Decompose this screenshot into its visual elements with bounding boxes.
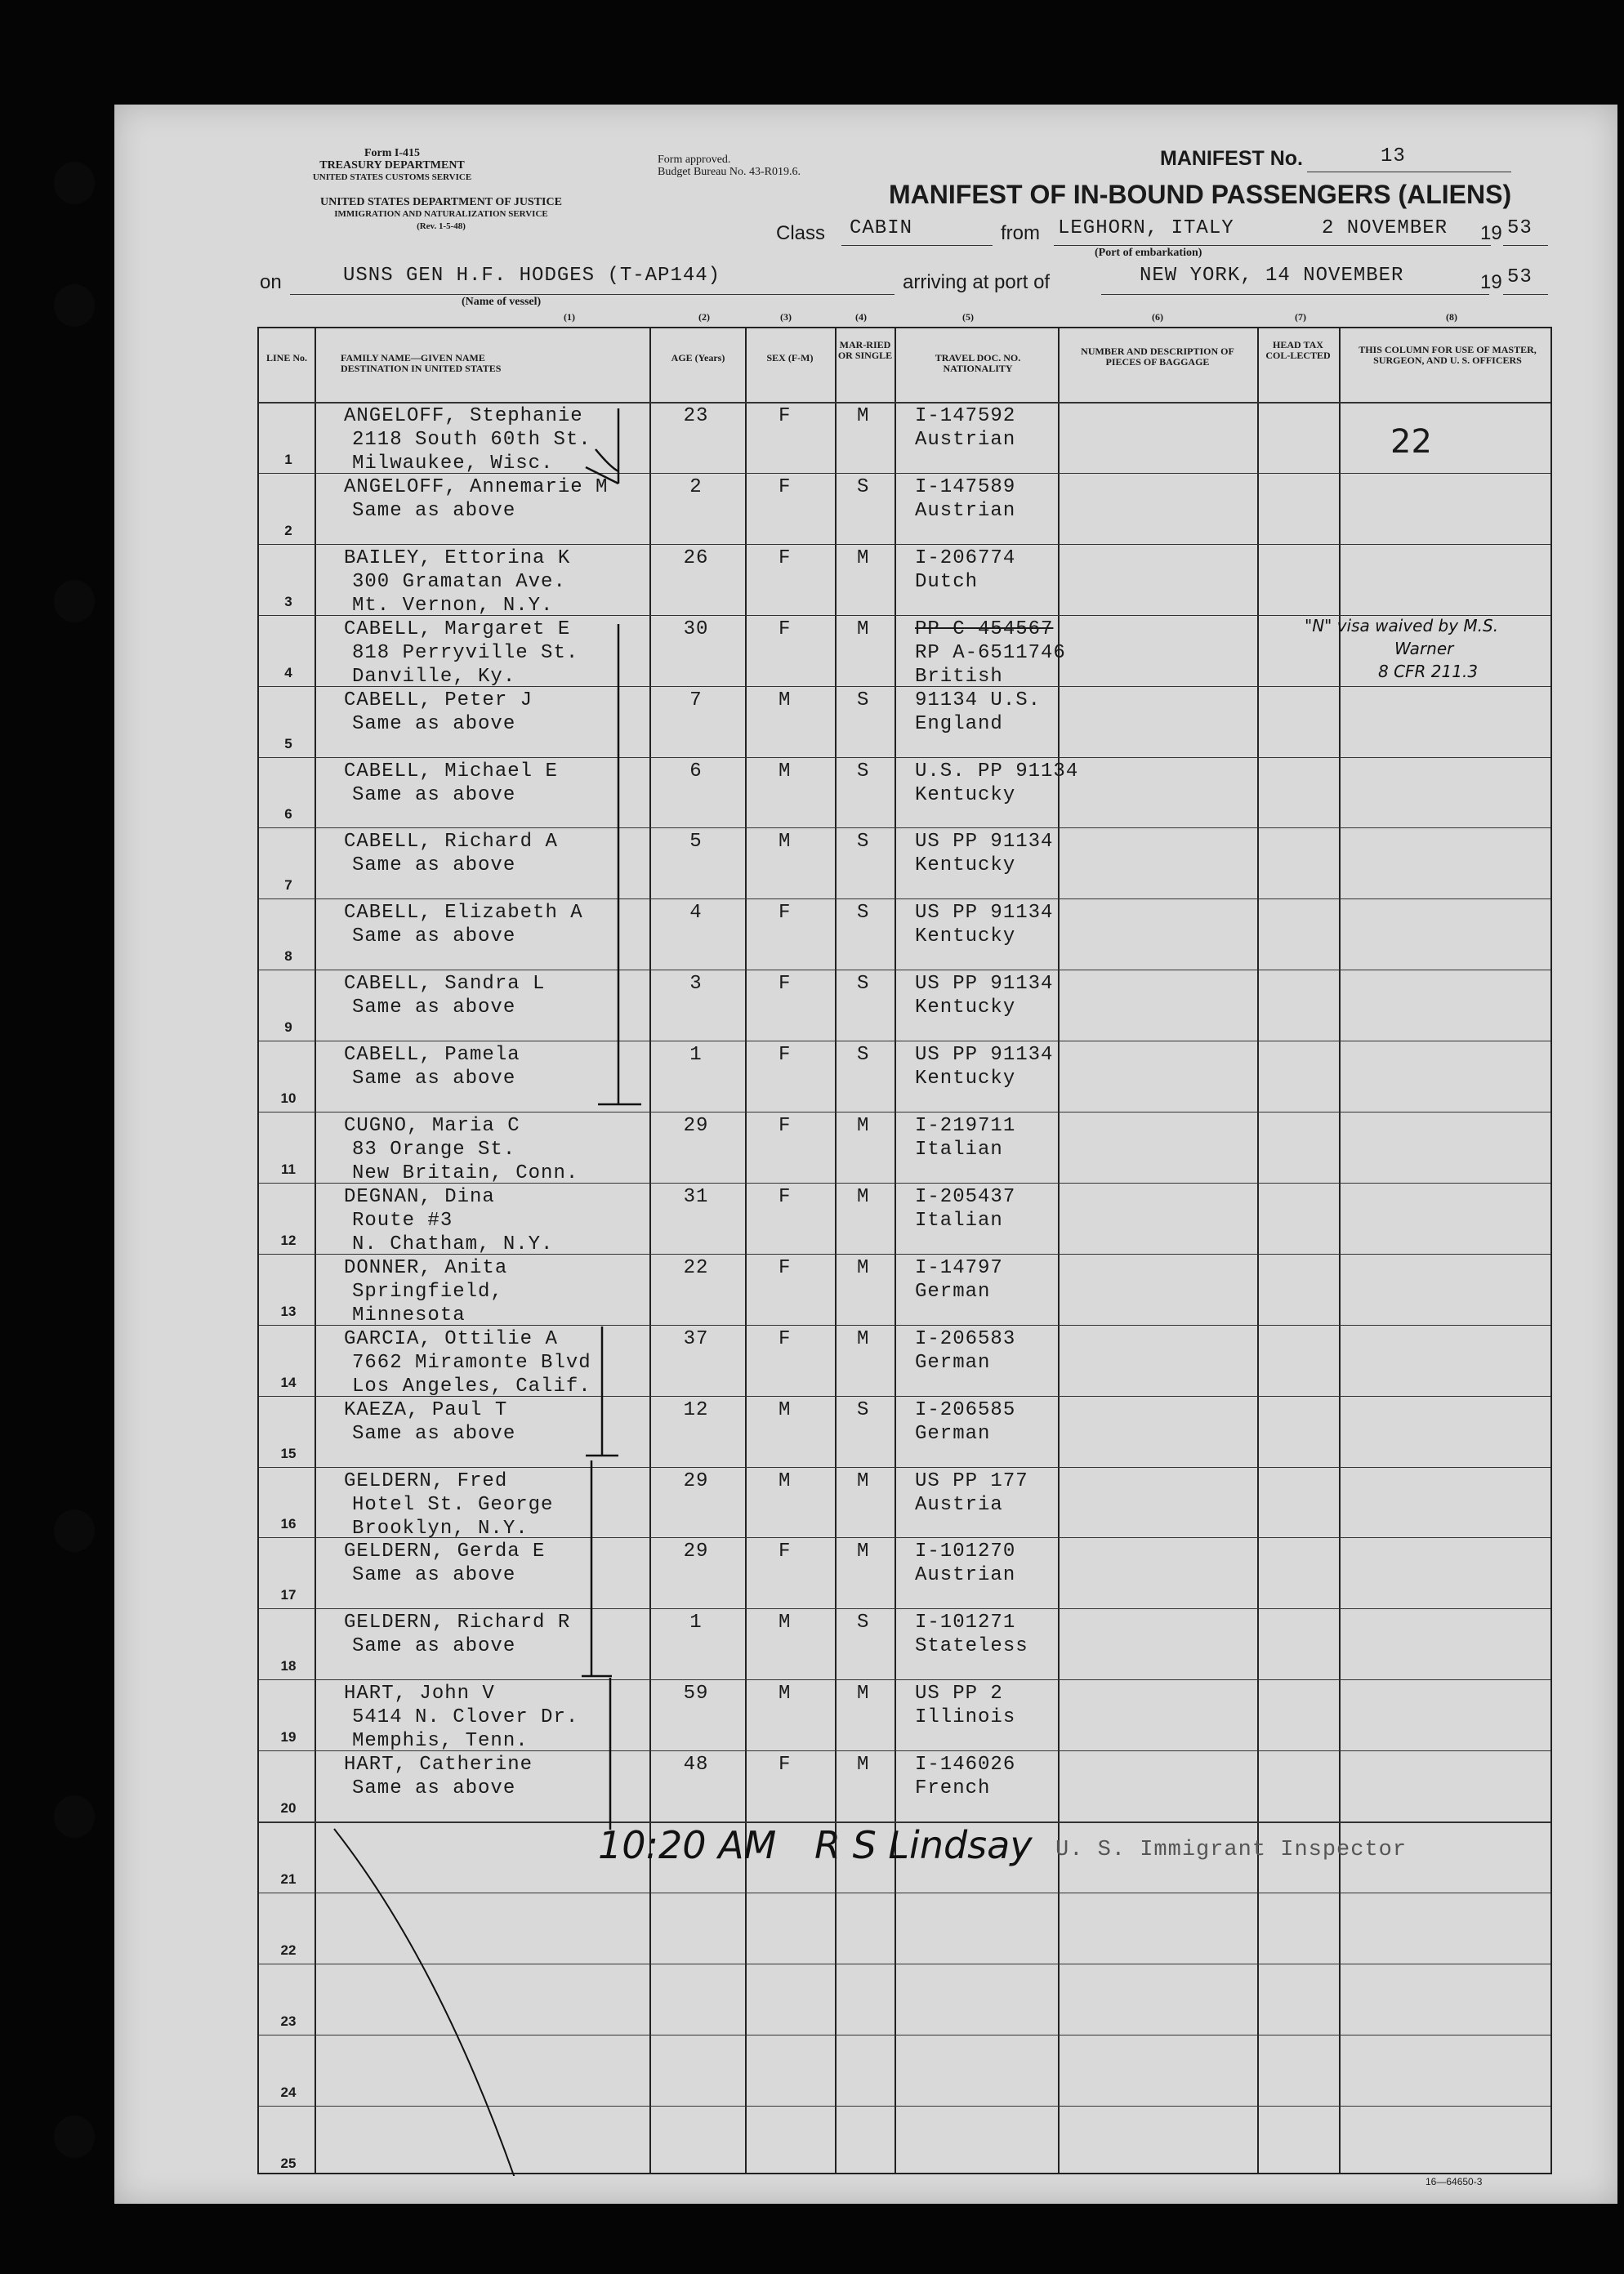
line-number: 15 — [280, 1445, 297, 1461]
sex: M — [779, 760, 792, 783]
col-num-4: (4) — [855, 311, 867, 323]
col-num-7: (7) — [1295, 311, 1306, 323]
sex: F — [779, 1256, 792, 1279]
age: 5 — [689, 831, 703, 854]
travel-doc-no: I-14797 — [915, 1256, 1003, 1279]
marital-status: M — [857, 1754, 870, 1777]
destination-line: Milwaukee, Wisc. — [352, 453, 554, 475]
passenger-name: CABELL, Michael E — [344, 760, 558, 783]
marital-status: M — [857, 1256, 870, 1279]
sex: M — [779, 1683, 792, 1706]
marital-status: S — [857, 475, 870, 498]
from-date: 2 NOVEMBER — [1322, 217, 1448, 239]
justice-dept: UNITED STATES DEPARTMENT OF JUSTICE — [320, 196, 562, 208]
passenger-name: CABELL, Peter J — [344, 689, 533, 711]
nationality: England — [915, 712, 1003, 735]
col-header-travel-doc: TRAVEL DOC. NO. NATIONALITY — [935, 352, 1021, 374]
passenger-name: CABELL, Sandra L — [344, 973, 546, 996]
passenger-name: DONNER, Anita — [344, 1256, 508, 1279]
visa-note-line-3: 8 CFR 211.3 — [1378, 662, 1479, 681]
destination-line: Same as above — [352, 1564, 516, 1587]
nationality: German — [915, 1280, 991, 1303]
sex: M — [779, 1469, 792, 1492]
visa-note-line-2: Warner — [1394, 639, 1454, 658]
line-number: 20 — [280, 1800, 297, 1816]
sex: F — [779, 1115, 792, 1137]
punch-hole — [54, 1795, 95, 1838]
nationality: Kentucky — [915, 997, 1016, 1019]
passenger-name: BAILEY, Ettorina K — [344, 546, 571, 569]
passenger-name: HART, John V — [344, 1683, 495, 1706]
sex: F — [779, 973, 792, 996]
passenger-name: CABELL, Margaret E — [344, 618, 571, 640]
destination-line: New Britain, Conn. — [352, 1162, 579, 1184]
destination-line: N. Chatham, N.Y. — [352, 1233, 554, 1255]
passenger-name: GELDERN, Fred — [344, 1469, 508, 1492]
line-number: 16 — [280, 1516, 297, 1532]
class-value: CABIN — [850, 217, 913, 239]
nationality: Illinois — [915, 1706, 1016, 1729]
line-number: 18 — [280, 1658, 297, 1674]
col-num-1: (1) — [564, 311, 575, 323]
destination-line: Danville, Ky. — [352, 665, 516, 688]
vessel-caption: (Name of vessel) — [462, 296, 542, 308]
line-number: 12 — [280, 1232, 297, 1248]
year-prefix: 19 — [1480, 222, 1502, 244]
passenger-name: HART, Catherine — [344, 1754, 533, 1777]
year-prefix-2: 19 — [1480, 271, 1502, 293]
age: 31 — [683, 1185, 709, 1208]
nationality: Austrian — [915, 429, 1016, 451]
ins-service: IMMIGRATION AND NATURALIZATION SERVICE — [334, 209, 548, 219]
col-num-6: (6) — [1152, 311, 1163, 323]
passenger-name: GELDERN, Gerda E — [344, 1541, 546, 1563]
passenger-name: ANGELOFF, Annemarie M — [344, 475, 609, 498]
age: 3 — [689, 973, 703, 996]
destination-line: Same as above — [352, 1777, 516, 1800]
col-header-line: LINE No. — [265, 352, 307, 363]
destination-line: 300 Gramatan Ave. — [352, 570, 566, 593]
vessel-name: USNS GEN H.F. HODGES (T-AP144) — [343, 265, 721, 287]
travel-doc-no: I-147592 — [915, 405, 1016, 427]
from-port: LEGHORN, ITALY — [1058, 217, 1234, 239]
age: 59 — [683, 1683, 709, 1706]
age: 6 — [689, 760, 703, 783]
passenger-name: CUGNO, Maria C — [344, 1115, 520, 1137]
marital-status: M — [857, 1541, 870, 1563]
line-number: 2 — [284, 522, 292, 538]
marital-status: S — [857, 831, 870, 854]
passenger-table — [257, 327, 1552, 2174]
sex: M — [779, 831, 792, 854]
destination-line: Same as above — [352, 1422, 516, 1445]
age: 22 — [683, 1256, 709, 1279]
line-number: 13 — [280, 1303, 297, 1319]
passenger-name: GELDERN, Richard R — [344, 1612, 571, 1634]
destination-line: Same as above — [352, 499, 516, 522]
travel-doc-no: I-219711 — [915, 1115, 1016, 1137]
inspector-signature: R S Lindsay — [814, 1823, 1033, 1867]
destination-line: Route #3 — [352, 1209, 453, 1232]
col-header-name: FAMILY NAME—GIVEN NAME DESTINATION IN UNITED STATES — [341, 352, 502, 374]
age: 29 — [683, 1469, 709, 1492]
sex: F — [779, 1754, 792, 1777]
col-num-5: (5) — [962, 311, 974, 323]
age: 4 — [689, 902, 703, 925]
marital-status: S — [857, 1044, 870, 1067]
nationality: Kentucky — [915, 1068, 1016, 1090]
line-number: 19 — [280, 1729, 297, 1746]
col-header-baggage: NUMBER AND DESCRIPTION OF PIECES OF BAGGAGE — [1081, 346, 1234, 368]
destination-line: Same as above — [352, 997, 516, 1019]
arrival-port-date: NEW YORK, 14 NOVEMBER — [1140, 265, 1404, 287]
class-label: Class — [776, 222, 826, 244]
marital-status: M — [857, 405, 870, 427]
sex: F — [779, 902, 792, 925]
visa-note-line-1: "N" visa waived by M.S. — [1305, 616, 1499, 635]
marital-status: M — [857, 1683, 870, 1706]
form-header-justice — [261, 196, 621, 233]
sex: F — [779, 475, 792, 498]
line-number: 7 — [284, 877, 292, 894]
punch-hole — [54, 580, 95, 622]
destination-line: Los Angeles, Calif. — [352, 1375, 591, 1398]
nationality: Kentucky — [915, 925, 1016, 948]
year-1: 53 — [1507, 217, 1533, 239]
destination-line: 5414 N. Clover Dr. — [352, 1706, 579, 1729]
sex: M — [779, 689, 792, 711]
embark-caption: (Port of embarkation) — [1095, 247, 1202, 259]
travel-doc-no: US PP 91134 — [915, 1044, 1054, 1067]
col-header-married: MAR-RIED OR SINGLE — [837, 339, 893, 361]
marital-status: M — [857, 546, 870, 569]
line-number: 1 — [284, 451, 292, 467]
marital-status: S — [857, 1398, 870, 1421]
officer-count: 22 — [1390, 423, 1432, 461]
passenger-name: KAEZA, Paul T — [344, 1398, 508, 1421]
line-number: 5 — [284, 735, 292, 751]
col-num-3: (3) — [780, 311, 792, 323]
destination-line: Same as above — [352, 1068, 516, 1090]
line-number: 25 — [280, 2155, 297, 2171]
punch-hole — [54, 284, 95, 327]
col-num-8: (8) — [1446, 311, 1457, 323]
sex: M — [779, 1398, 792, 1421]
line-number: 6 — [284, 806, 292, 823]
travel-doc-no: I-206583 — [915, 1327, 1016, 1350]
customs-service: UNITED STATES CUSTOMS SERVICE — [312, 172, 472, 182]
nationality: German — [915, 1422, 991, 1445]
line-number: 14 — [280, 1374, 297, 1390]
form-number: Form I-415 — [364, 147, 421, 159]
travel-doc-no: U.S. PP 91134 — [915, 760, 1079, 783]
footer-code: 16—64650-3 — [1425, 2176, 1483, 2187]
line-number: 4 — [284, 664, 292, 680]
line-number: 22 — [280, 1942, 297, 1958]
marital-status: M — [857, 1115, 870, 1137]
nationality: Austria — [915, 1493, 1003, 1516]
on-label: on — [260, 271, 282, 293]
line-number: 10 — [280, 1090, 297, 1106]
marital-status: M — [857, 618, 870, 640]
page-title: MANIFEST OF IN-BOUND PASSENGERS (ALIENS) — [889, 180, 1512, 209]
nationality: Kentucky — [915, 854, 1016, 877]
passenger-name: ANGELOFF, Stephanie — [344, 405, 583, 427]
marital-status: S — [857, 760, 870, 783]
sex: F — [779, 1541, 792, 1563]
destination-line: Mt. Vernon, N.Y. — [352, 594, 554, 617]
nationality: Stateless — [915, 1635, 1028, 1658]
line-number: 9 — [284, 1019, 292, 1036]
destination-line: 83 Orange St. — [352, 1139, 516, 1161]
travel-doc-no: I-147589 — [915, 475, 1016, 498]
destination-line: 2118 South 60th St. — [352, 429, 591, 451]
nationality: British — [915, 665, 1003, 688]
destination-line: 818 Perryville St. — [352, 641, 579, 664]
col-num-2: (2) — [698, 311, 710, 323]
form-header-treasury — [302, 147, 482, 184]
marital-status: S — [857, 689, 870, 711]
age: 29 — [683, 1115, 709, 1137]
destination-line: Memphis, Tenn. — [352, 1730, 529, 1753]
sex: F — [779, 618, 792, 640]
manifest-no: 13 — [1381, 145, 1406, 167]
nationality: Dutch — [915, 570, 979, 593]
destination-line: Same as above — [352, 1635, 516, 1658]
marital-status: M — [857, 1185, 870, 1208]
arrival-time: 10:20 AM — [598, 1823, 777, 1867]
sex: F — [779, 546, 792, 569]
destination-line: Same as above — [352, 712, 516, 735]
revision-date: (Rev. 1-5-48) — [417, 221, 466, 231]
form-approval — [658, 154, 801, 178]
nationality: Kentucky — [915, 783, 1016, 806]
travel-doc-no: US PP 91134 — [915, 902, 1054, 925]
arriving-label: arriving at port of — [903, 271, 1051, 293]
destination-line: Same as above — [352, 783, 516, 806]
age: 7 — [689, 689, 703, 711]
age: 29 — [683, 1541, 709, 1563]
travel-doc-no: US PP 177 — [915, 1469, 1028, 1492]
destination-line: Brooklyn, N.Y. — [352, 1517, 529, 1540]
destination-line: 7662 Miramonte Blvd — [352, 1351, 591, 1374]
sex: F — [779, 1185, 792, 1208]
travel-doc-no: I-206774 — [915, 546, 1016, 569]
age: 2 — [689, 475, 703, 498]
approved-line: Form approved. — [658, 154, 731, 166]
punch-hole — [54, 2116, 95, 2158]
marital-status: M — [857, 1327, 870, 1350]
passenger-name: CABELL, Pamela — [344, 1044, 520, 1067]
punch-hole — [54, 162, 95, 204]
destination-line: Hotel St. George — [352, 1493, 554, 1516]
passenger-name: GARCIA, Ottilie A — [344, 1327, 558, 1350]
nationality: French — [915, 1777, 991, 1800]
destination-line: Springfield, — [352, 1280, 503, 1303]
nationality: Austrian — [915, 499, 1016, 522]
line-number: 3 — [284, 593, 292, 609]
age: 26 — [683, 546, 709, 569]
sex: F — [779, 405, 792, 427]
nationality: Italian — [915, 1209, 1003, 1232]
destination-line: Same as above — [352, 925, 516, 948]
travel-doc-no: 91134 U.S. — [915, 689, 1042, 711]
marital-status: S — [857, 1612, 870, 1634]
handwritten-marks — [259, 328, 1554, 2176]
sex: F — [779, 1044, 792, 1067]
line-number: 24 — [280, 2084, 297, 2100]
travel-doc-no: US PP 91134 — [915, 831, 1054, 854]
sex: M — [779, 1612, 792, 1634]
marital-status: M — [857, 1469, 870, 1492]
treasury-dept: TREASURY DEPARTMENT — [319, 159, 465, 172]
marital-status: S — [857, 902, 870, 925]
travel-doc-no: I-205437 — [915, 1185, 1016, 1208]
marital-status: S — [857, 973, 870, 996]
manifest-no-label: MANIFEST No. — [1160, 147, 1303, 170]
inspector-stamp: U. S. Immigrant Inspector — [1055, 1838, 1408, 1862]
punch-hole — [54, 1509, 95, 1552]
age: 23 — [683, 405, 709, 427]
passenger-name: CABELL, Elizabeth A — [344, 902, 583, 925]
line-number: 23 — [280, 2013, 297, 2029]
travel-doc-no: US PP 91134 — [915, 973, 1054, 996]
passenger-name: DEGNAN, Dina — [344, 1185, 495, 1208]
age: 30 — [683, 618, 709, 640]
nationality: Italian — [915, 1139, 1003, 1161]
age: 48 — [683, 1754, 709, 1777]
travel-doc-no: PP C 454567 — [915, 618, 1054, 640]
travel-doc-no: RP A-6511746 — [915, 641, 1066, 664]
col-header-head-tax: HEAD TAX COL-LECTED — [1265, 339, 1331, 361]
travel-doc-no: I-101271 — [915, 1612, 1016, 1634]
line-number: 8 — [284, 948, 292, 965]
travel-doc-no: I-101270 — [915, 1541, 1016, 1563]
year-2: 53 — [1507, 266, 1533, 288]
age: 1 — [689, 1612, 703, 1634]
col-header-officers: THIS COLUMN FOR USE OF MASTER, SURGEON, AND U. S. OFFICERS — [1359, 344, 1537, 366]
age: 12 — [683, 1398, 709, 1421]
travel-doc-no: I-206585 — [915, 1398, 1016, 1421]
from-label: from — [1001, 222, 1040, 244]
budget-bureau: Budget Bureau No. 43-R019.6. — [658, 166, 801, 178]
age: 37 — [683, 1327, 709, 1350]
line-number: 11 — [281, 1161, 296, 1177]
destination-line: Same as above — [352, 854, 516, 877]
travel-doc-no: I-146026 — [915, 1754, 1016, 1777]
destination-line: Minnesota — [352, 1304, 466, 1326]
nationality: Austrian — [915, 1564, 1016, 1587]
sex: F — [779, 1327, 792, 1350]
travel-doc-no: US PP 2 — [915, 1683, 1003, 1706]
nationality: German — [915, 1351, 991, 1374]
line-number: 21 — [280, 1870, 297, 1887]
passenger-name: CABELL, Richard A — [344, 831, 558, 854]
col-header-age: AGE (Years) — [671, 352, 725, 363]
line-number: 17 — [280, 1587, 297, 1603]
col-header-sex: SEX (F-M) — [766, 352, 814, 363]
age: 1 — [689, 1044, 703, 1067]
